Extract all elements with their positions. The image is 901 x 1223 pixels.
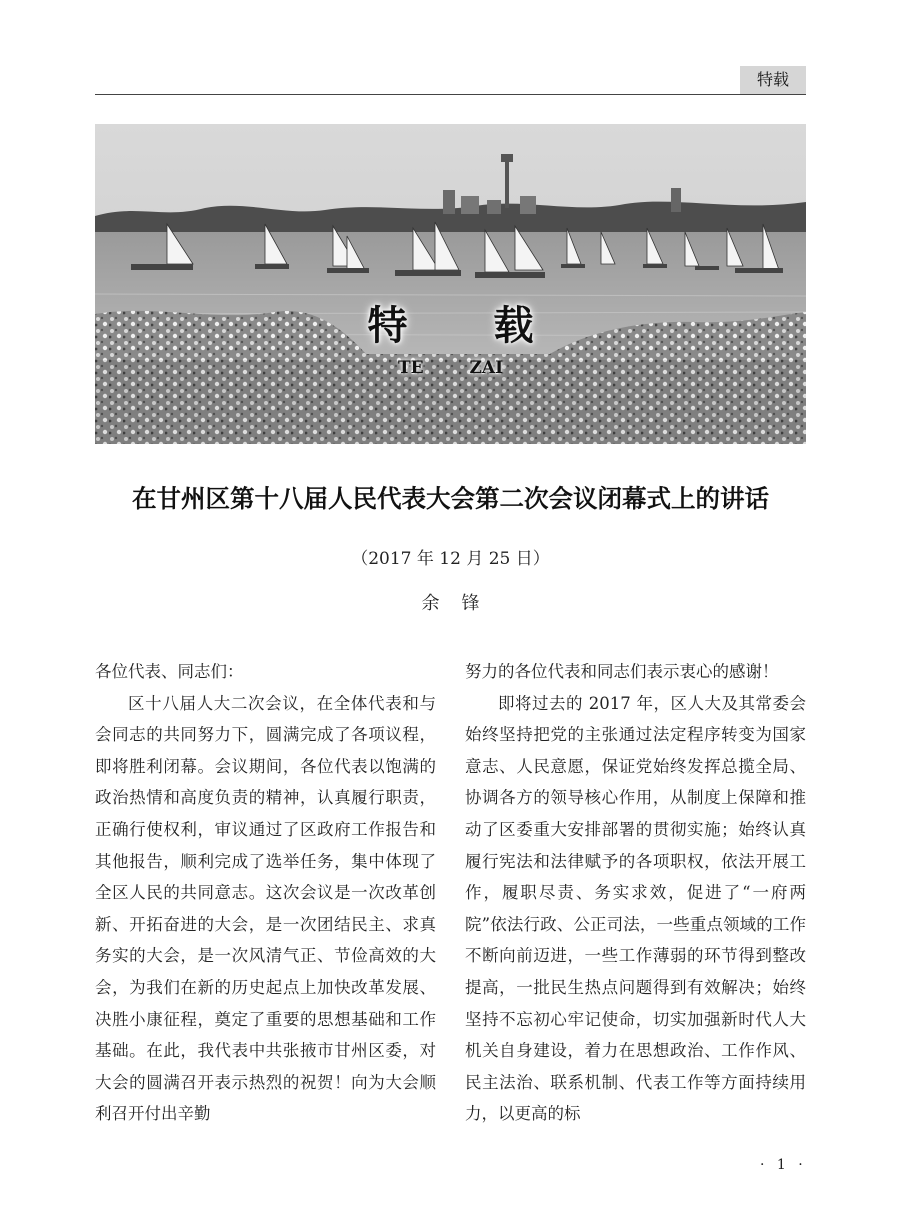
- page-number: · 1 ·: [760, 1157, 807, 1173]
- article-title: 在甘州区第十八届人民代表大会第二次会议闭幕式上的讲话: [132, 484, 769, 513]
- section-tag: 特载: [740, 66, 806, 94]
- left-column: [95, 656, 436, 1130]
- body-paragraph: 区十八届人大二次会议，在全体代表和与会同志的共同努力下，圆满完成了各项议程，即将胜利闭幕。会议期间，各位代表以饱满的政治热情和高度负责的精神，认真履行职责，正确行使权利，审议通过了区政府工作报告和其他报告，顺利完成了选举任务，集中体现了全区人民的共同意志。这次会议是一次改革创新、开拓奋进的大会，是一次团结民主、求真务实的大会，是一次风清气正、节俭高效的大会，为我们在新的历史起点上加快改革发展、决胜小康征程，奠定了重要的思想基础和工作基础。在此，我代表中共张掖市甘州区委，对大会的圆满召开表示热烈的祝贺！向为大会顺利召开付出辛勤: [95, 693, 436, 1124]
- body-paragraph: 即将过去的 2017 年，区人大及其常委会始终坚持把党的主张通过法定程序转变为国家意志、人民意愿，保证党始终发挥总揽全局、协调各方的领导核心作用，从制度上保障和推动了区委重大安排部署的贯彻实施；始终认真履行宪法和法律赋予的各项职权，依法开展工作，履职尽责、务实求效，促进了“一府两院”依法行政、公正司法，一些重点领域的工作不断向前迈进，一些工作薄弱的环节得到整改提高，一批民生热点问题得到有效解决；始终坚持不忘初心牢记使命，切实加强新时代人大机关自身建设，着力在思想政治、工作作风、民主法治、联系机制、代表工作等方面持续用力，以更高的标: [465, 693, 806, 1124]
- right-column: [465, 656, 806, 1130]
- article-date: （2017 年 12 月 25 日）: [351, 549, 550, 569]
- continuation-line: 努力的各位代表和同志们表示衷心的感谢！: [465, 662, 779, 681]
- lake-sailboats-photo: [95, 124, 806, 444]
- article-author: 余锋: [421, 593, 502, 614]
- banner-subtitle: TE ZAI: [397, 358, 504, 378]
- banner-title: 特 载: [367, 303, 570, 349]
- salutation: 各位代表、同志们：: [95, 662, 244, 681]
- banner-photo: [95, 124, 806, 444]
- header-rule: [95, 94, 806, 95]
